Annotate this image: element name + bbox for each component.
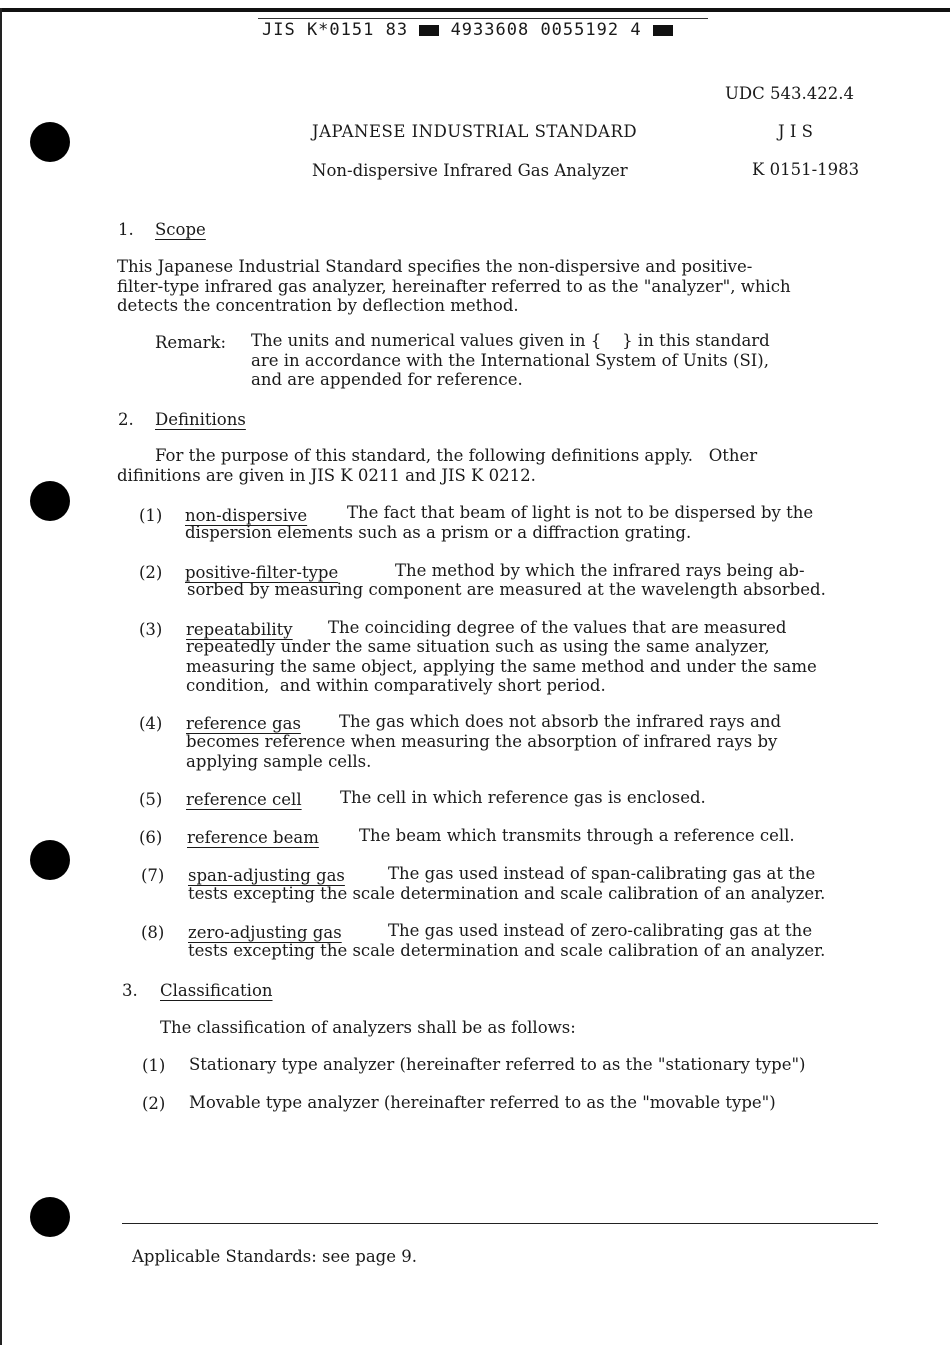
definition-text-cont: repeatedly under the same situation such as using the same analyzer, measuring the same object, applying the same method and under the same condition, and within comparatively short period. bbox=[186, 637, 817, 695]
catalog-code-line bbox=[262, 20, 673, 40]
standard-org: JAPANESE INDUSTRIAL STANDARD bbox=[312, 122, 638, 141]
header-rule bbox=[258, 18, 708, 19]
scope-body: This Japanese Industrial Standard specifies the non-dispersive and positive- filter-type infrared gas analyzer, hereinafter referred to as the "analyzer", which detects the concentration by deflection method. bbox=[117, 257, 791, 315]
definition-term: zero-adjusting gas bbox=[188, 923, 342, 942]
definition-text-cont: becomes reference when measuring the absorption of infrared rays by applying sample cells. bbox=[186, 732, 778, 771]
section-2-heading: Definitions bbox=[155, 410, 246, 429]
definition-number: (2) bbox=[139, 563, 163, 582]
definition-number: (3) bbox=[139, 620, 163, 639]
punch-hole-icon bbox=[30, 481, 70, 521]
definition-text: The method by which the infrared rays being ab- bbox=[395, 561, 805, 580]
black-block-icon bbox=[419, 25, 439, 36]
definition-number: (1) bbox=[139, 506, 163, 525]
definition-term: reference beam bbox=[187, 828, 319, 847]
standard-number: K 0151-1983 bbox=[752, 160, 860, 179]
definition-text-cont: sorbed by measuring component are measured at the wavelength absorbed. bbox=[187, 580, 826, 599]
definitions-intro: For the purpose of this standard, the following definitions apply. Other difinitions are given in JIS K 0211 and JIS K 0212. bbox=[117, 446, 758, 485]
definition-number: (6) bbox=[139, 828, 163, 847]
black-block-icon bbox=[653, 25, 673, 36]
definition-text-cont: dispersion elements such as a prism or a diffraction grating. bbox=[185, 523, 692, 542]
section-1-number: 1. bbox=[118, 220, 134, 239]
definition-number: (7) bbox=[141, 866, 165, 885]
definition-term: repeatability bbox=[186, 620, 293, 639]
catalog-code-mid: 4933608 0055192 4 bbox=[450, 20, 642, 40]
scan-top-border bbox=[0, 8, 950, 12]
applicable-standards-note: Applicable Standards: see page 9. bbox=[132, 1247, 417, 1266]
definition-term: positive-filter-type bbox=[185, 563, 339, 582]
punch-hole-icon bbox=[30, 122, 70, 162]
definition-text: The gas used instead of zero-calibrating gas at the bbox=[388, 921, 813, 940]
catalog-code-left: JIS K*0151 83 bbox=[262, 20, 409, 40]
classification-number: (1) bbox=[142, 1056, 166, 1075]
document-title: Non-dispersive Infrared Gas Analyzer bbox=[312, 161, 628, 180]
definition-term: reference cell bbox=[186, 790, 302, 809]
jis-mark: J I S bbox=[778, 122, 813, 141]
section-3-number: 3. bbox=[122, 981, 138, 1000]
definition-text-cont: tests excepting the scale determination and scale calibration of an analyzer. bbox=[188, 884, 826, 903]
definition-text-cont: tests excepting the scale determination and scale calibration of an analyzer. bbox=[188, 941, 826, 960]
punch-hole-icon bbox=[30, 1197, 70, 1237]
definition-number: (8) bbox=[141, 923, 165, 942]
section-1-heading: Scope bbox=[155, 220, 206, 239]
classification-item: Stationary type analyzer (hereinafter referred to as the "stationary type") bbox=[189, 1055, 806, 1074]
section-3-heading: Classification bbox=[160, 981, 273, 1000]
definition-text: The cell in which reference gas is enclosed. bbox=[340, 788, 706, 807]
footnote-rule bbox=[122, 1223, 878, 1224]
definition-term: reference gas bbox=[186, 714, 301, 733]
definition-term: non-dispersive bbox=[185, 506, 308, 525]
punch-hole-icon bbox=[30, 840, 70, 880]
classification-number: (2) bbox=[142, 1094, 166, 1113]
remark-label: Remark: bbox=[155, 333, 227, 352]
scan-left-border bbox=[0, 8, 2, 1345]
classification-intro: The classification of analyzers shall be as follows: bbox=[160, 1018, 576, 1037]
definition-number: (4) bbox=[139, 714, 163, 733]
definition-term: span-adjusting gas bbox=[188, 866, 345, 885]
definition-text: The coinciding degree of the values that are measured bbox=[328, 618, 787, 637]
definition-text: The gas used instead of span-calibrating gas at the bbox=[388, 864, 816, 883]
remark-body: The units and numerical values given in { } in this standard are in accordance with the International System of Units (SI), and are appended for reference. bbox=[251, 331, 770, 389]
section-2-number: 2. bbox=[118, 410, 134, 429]
classification-item: Movable type analyzer (hereinafter referred to as the "movable type") bbox=[189, 1093, 776, 1112]
udc-number: UDC 543.422.4 bbox=[725, 84, 854, 103]
definition-number: (5) bbox=[139, 790, 163, 809]
definition-text: The beam which transmits through a reference cell. bbox=[359, 826, 795, 845]
definition-text: The gas which does not absorb the infrared rays and bbox=[339, 712, 782, 731]
definition-text: The fact that beam of light is not to be dispersed by the bbox=[347, 503, 814, 522]
